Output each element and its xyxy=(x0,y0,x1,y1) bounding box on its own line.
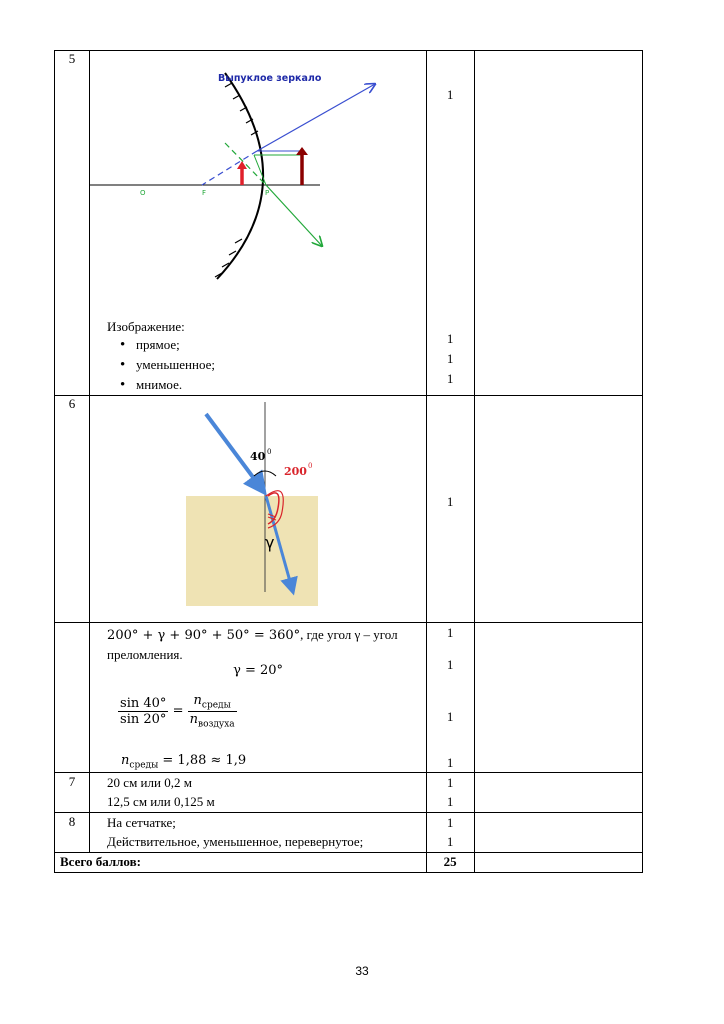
n-medium-sub: среды xyxy=(201,700,231,711)
answer-cell xyxy=(90,813,427,853)
answer-line: На сетчатке; xyxy=(107,815,176,830)
equation-gamma: γ = 20° xyxy=(233,663,284,678)
points-value: 1 xyxy=(446,494,454,509)
row-8 xyxy=(55,813,643,853)
points-value: 1 xyxy=(446,794,454,809)
angle-in-label: 40 xyxy=(250,450,266,463)
row-5 xyxy=(55,51,643,396)
n-symbol: n xyxy=(189,711,198,727)
image-title: Изображение: xyxy=(107,319,185,334)
reflected-green-ray xyxy=(266,185,322,246)
answer-line: Действительное, уменьшенное, перевернутое; xyxy=(107,834,364,849)
row-number: 8 xyxy=(55,813,90,853)
total-label: Всего баллов: xyxy=(55,853,427,873)
answer-line: 20 см или 0,2 м xyxy=(107,775,192,790)
points-value: 1 xyxy=(446,815,454,830)
angle-big-degree: 0 xyxy=(308,462,313,470)
points-cell xyxy=(426,623,474,773)
mirror-label: Выпуклое зеркало xyxy=(218,73,322,84)
answer-line: 12,5 см или 0,125 м xyxy=(107,794,215,809)
total-row xyxy=(55,853,643,873)
notes-cell xyxy=(474,51,642,396)
answer-cell xyxy=(90,396,427,623)
n-air-sub: воздуха xyxy=(198,719,235,730)
equation-angles: 200° + γ + 90° + 50° = 360° xyxy=(107,628,301,643)
point-p-label: P xyxy=(265,189,270,197)
points-cell xyxy=(426,51,474,396)
snell-equation xyxy=(118,693,237,729)
normal-ray xyxy=(254,155,266,185)
point-o-label: O xyxy=(140,189,146,197)
angle-big-label: 200 xyxy=(284,465,308,478)
notes-cell xyxy=(474,623,642,773)
reflected-ray xyxy=(257,84,375,151)
answer-cell xyxy=(90,51,427,396)
row-6-equations xyxy=(55,623,643,773)
row-7 xyxy=(55,773,643,813)
points-value: 1 xyxy=(446,331,454,346)
points-value: 1 xyxy=(446,709,454,724)
row-number: 7 xyxy=(55,773,90,813)
points-value: 1 xyxy=(446,371,454,386)
points-cell xyxy=(426,773,474,813)
points-value: 1 xyxy=(446,755,454,770)
equals-sign: = xyxy=(172,703,184,719)
list-item: • уменьшенное; xyxy=(120,355,426,375)
points-value: 1 xyxy=(446,657,454,672)
n-symbol: n xyxy=(121,753,130,768)
row-number: 6 xyxy=(55,396,90,623)
sin-20: sin 20° xyxy=(120,711,167,727)
points-value: 1 xyxy=(446,834,454,849)
notes-cell xyxy=(474,813,642,853)
row-number xyxy=(55,623,90,773)
notes-cell xyxy=(474,853,642,873)
points-value: 1 xyxy=(446,775,454,790)
answer-cell xyxy=(90,623,427,773)
equation-note: , где угол γ – угол xyxy=(300,627,398,642)
grading-table xyxy=(54,50,643,873)
notes-cell xyxy=(474,773,642,813)
points-value: 1 xyxy=(446,351,454,366)
result-value: = 1,88 ≈ 1,9 xyxy=(158,753,247,768)
n-medium-sub: среды xyxy=(129,760,159,771)
n-symbol: n xyxy=(193,693,202,708)
point-f-label: F xyxy=(202,189,207,197)
equation-result xyxy=(121,753,246,771)
angle-in-degree: 0 xyxy=(267,448,272,456)
sin-40: sin 40° xyxy=(120,695,167,711)
points-value: 1 xyxy=(446,87,454,102)
medium-block xyxy=(186,496,318,606)
row-number: 5 xyxy=(55,51,90,396)
total-value: 25 xyxy=(426,853,474,873)
gamma-label: γ xyxy=(265,533,275,552)
equation-note-2: преломления. xyxy=(107,647,183,662)
image-properties-list xyxy=(90,335,426,395)
page-number: 33 xyxy=(355,964,369,978)
notes-cell xyxy=(474,396,642,623)
list-item: • мнимое. xyxy=(120,375,426,395)
mirror-arc xyxy=(217,73,263,279)
points-cell xyxy=(426,813,474,853)
refraction-diagram xyxy=(90,396,426,622)
list-item: • прямое; xyxy=(120,335,426,355)
convex-mirror-diagram xyxy=(90,51,426,313)
answer-cell xyxy=(90,773,427,813)
row-6 xyxy=(55,396,643,623)
mirror-hatching xyxy=(215,83,258,277)
points-value: 1 xyxy=(446,625,454,640)
points-cell xyxy=(426,396,474,623)
